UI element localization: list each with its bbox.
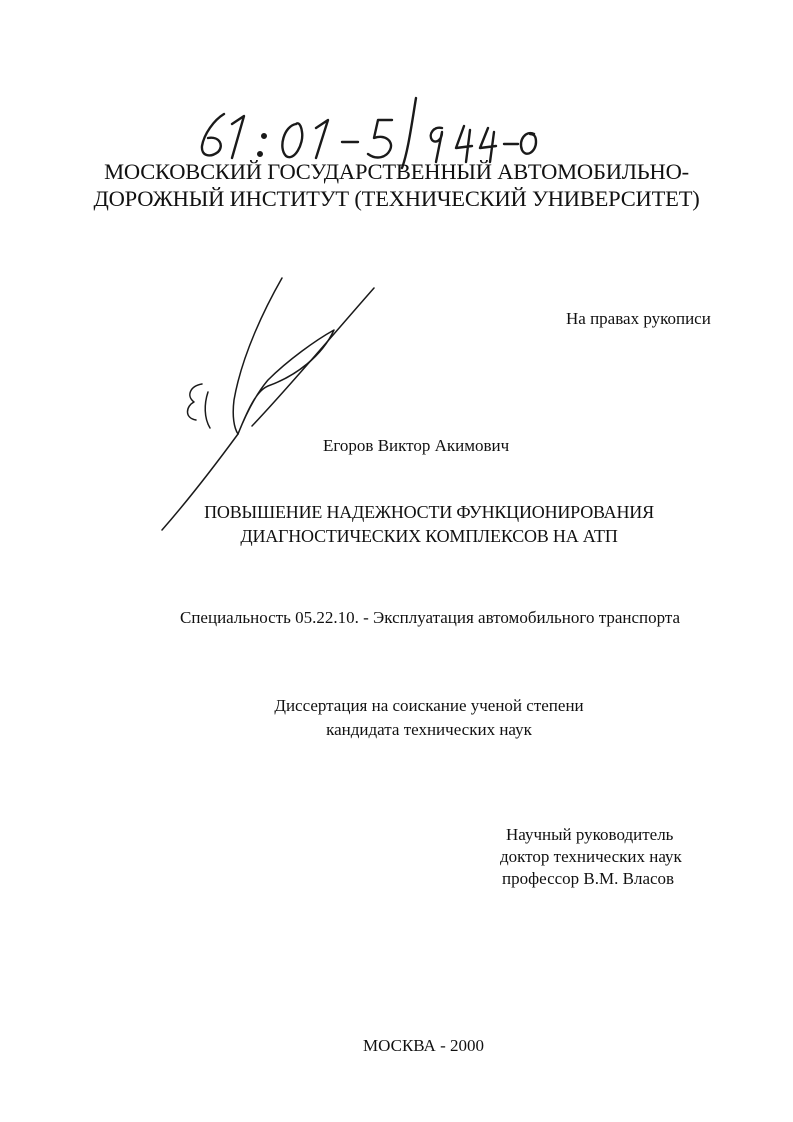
supervisor-line-3: профессор В.М. Власов — [502, 869, 675, 888]
rights-note: На правах рукописи — [566, 309, 711, 328]
institution-name — [0, 158, 793, 212]
author-name: Егоров Виктор Акимович — [323, 436, 510, 455]
dissertation-title — [0, 500, 793, 548]
institution-line-1: МОСКОВСКИЙ ГОСУДАРСТВЕННЫЙ АВТОМОБИЛЬНО- — [104, 159, 689, 184]
specialty-line: Специальность 05.22.10. - Эксплуатация автомобильного транспорта — [180, 608, 681, 627]
supervisor-block — [498, 824, 682, 890]
institution-line-2: ДОРОЖНЫЙ ИНСТИТУТ (ТЕХНИЧЕСКИЙ УНИВЕРСИТЕТ) — [93, 186, 700, 211]
degree-statement — [0, 694, 793, 742]
city-year: МОСКВА - 2000 — [363, 1036, 484, 1055]
degree-line-1: Диссертация на соискание ученой степени — [274, 696, 584, 715]
handwritten-signature — [150, 268, 390, 538]
supervisor-line-1: Научный руководитель — [506, 825, 674, 844]
degree-line-2: кандидата технических наук — [326, 720, 532, 739]
supervisor-line-2: доктор технических наук — [500, 847, 682, 866]
title-line-1: ПОВЫШЕНИЕ НАДЕЖНОСТИ ФУНКЦИОНИРОВАНИЯ — [204, 502, 654, 522]
title-line-2: ДИАГНОСТИЧЕСКИХ КОМПЛЕКСОВ НА АТП — [240, 526, 618, 546]
